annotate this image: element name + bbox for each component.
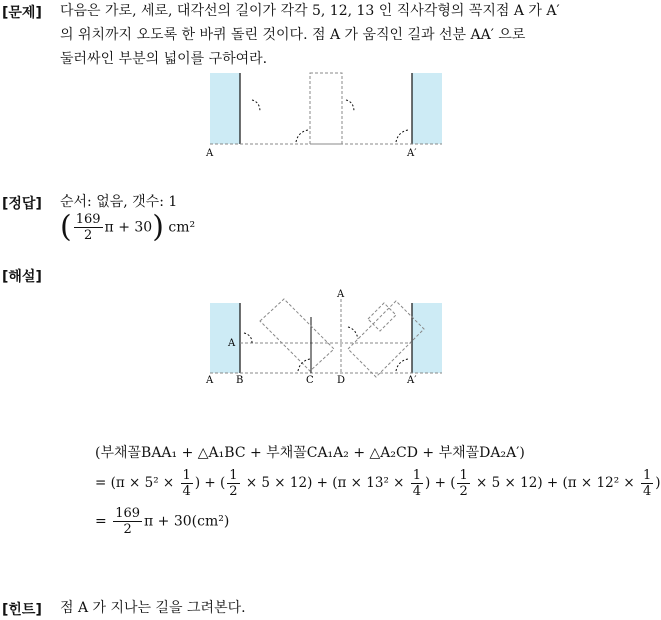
eq3-frac-num: 169 — [115, 506, 141, 521]
paren-open: ( — [60, 209, 72, 245]
explanation-eq-2 — [95, 468, 661, 499]
eq2-frac-1-den: 4 — [182, 484, 191, 499]
rect2-end — [412, 303, 442, 373]
explanation-eq-1: (부채꼴BAA₁ + △A₁BC + 부채꼴CA₁A₂ + △A₂CD + 부채꼴DA₂A′) — [95, 445, 525, 461]
rotated-rect-3 — [368, 303, 396, 331]
answer-expr-rest: π + 30 — [104, 219, 153, 236]
rotated-rect-1 — [260, 299, 334, 371]
eq2-frac-3-num: 1 — [412, 468, 422, 483]
arc2-4 — [396, 359, 408, 371]
problem-figure — [200, 70, 450, 160]
eq2-frac-1-num: 1 — [182, 468, 191, 483]
eq2-frac-2 — [227, 468, 239, 499]
paren-close: ) — [152, 209, 164, 245]
arc-1 — [252, 100, 260, 112]
arc-4 — [396, 130, 408, 142]
answer-frac-den: 2 — [83, 228, 93, 243]
eq2-frac-2-num: 1 — [229, 468, 238, 483]
eq2-frac-4 — [457, 468, 469, 499]
fig2-label-d: D — [337, 375, 346, 386]
eq2-part-15: ) — [655, 475, 661, 491]
answer-label: [정답] — [2, 196, 42, 212]
rect-end — [412, 73, 442, 144]
answer-line-1: 순서: 없음, 갯수: 1 — [60, 194, 178, 210]
problem-line-3: 둘러싸인 부분의 넓이를 구하여라. — [60, 51, 268, 67]
eq2-part-0: = (π × 5² × — [95, 475, 179, 491]
arc2-1 — [244, 333, 252, 343]
eq2-part-9: ) + ( — [425, 475, 456, 491]
arc-2 — [296, 130, 308, 142]
fig2-label-a-top: A — [337, 289, 345, 300]
fig2-label-a-left: A — [228, 338, 236, 349]
eq2-frac-4-num: 1 — [459, 468, 468, 483]
answer-expression — [60, 209, 196, 245]
explanation-eq-3 — [95, 506, 229, 537]
answer-fraction — [74, 212, 103, 243]
fig2-label-b: B — [236, 375, 244, 386]
eq2-frac-2-den: 2 — [229, 484, 238, 499]
eq2-frac-3-den: 4 — [412, 484, 422, 499]
rect-start — [210, 73, 240, 144]
arc-3 — [346, 100, 354, 112]
eq3-rest: π + 30(cm²) — [144, 513, 230, 530]
hint-label: [힌트] — [2, 602, 42, 618]
hint-text: 점 A 가 지나는 길을 그려본다. — [60, 600, 246, 616]
eq2-part-6: × 5 × 12) + (π × 13² × — [241, 475, 409, 491]
rect-mid — [310, 73, 342, 144]
eq2-frac-5-num: 1 — [643, 468, 652, 483]
eq2-frac-5 — [641, 468, 653, 499]
explanation-figure — [200, 287, 450, 387]
answer-frac-num: 169 — [75, 212, 101, 227]
answer-unit: cm² — [168, 219, 196, 236]
problem-line-2: 의 위치까지 오도록 한 바퀴 돌린 것이다. 점 A 가 움직인 길과 선분 AA′ 으로 — [60, 27, 526, 43]
eq2-frac-1 — [181, 468, 193, 499]
eq2-part-12: × 5 × 12) + (π × 12² × — [471, 475, 639, 491]
problem-line-1: 다음은 가로, 세로, 대각선의 길이가 각각 5, 12, 13 인 직사각형의 꼭지점 A 가 A′ — [60, 3, 560, 19]
rect2-start — [210, 303, 240, 373]
eq2-frac-4-den: 2 — [459, 484, 468, 499]
eq2-frac-3 — [411, 468, 423, 499]
eq3-pre: = — [95, 513, 107, 530]
eq3-frac-den: 2 — [123, 522, 132, 537]
fig2-label-c: C — [306, 375, 314, 386]
arc2-3 — [348, 327, 358, 339]
problem-label: [문제] — [2, 5, 42, 21]
fig2-label-a-prime: A′ — [407, 375, 417, 386]
fig1-label-a: A — [206, 148, 214, 159]
eq2-frac-5-den: 4 — [643, 484, 652, 499]
eq3-fraction — [113, 506, 142, 537]
fig2-label-a-bottom: A — [206, 375, 214, 386]
explanation-label: [해설] — [2, 269, 42, 285]
eq2-part-3: ) + ( — [194, 475, 226, 491]
fig1-label-a-prime: A′ — [407, 148, 417, 159]
